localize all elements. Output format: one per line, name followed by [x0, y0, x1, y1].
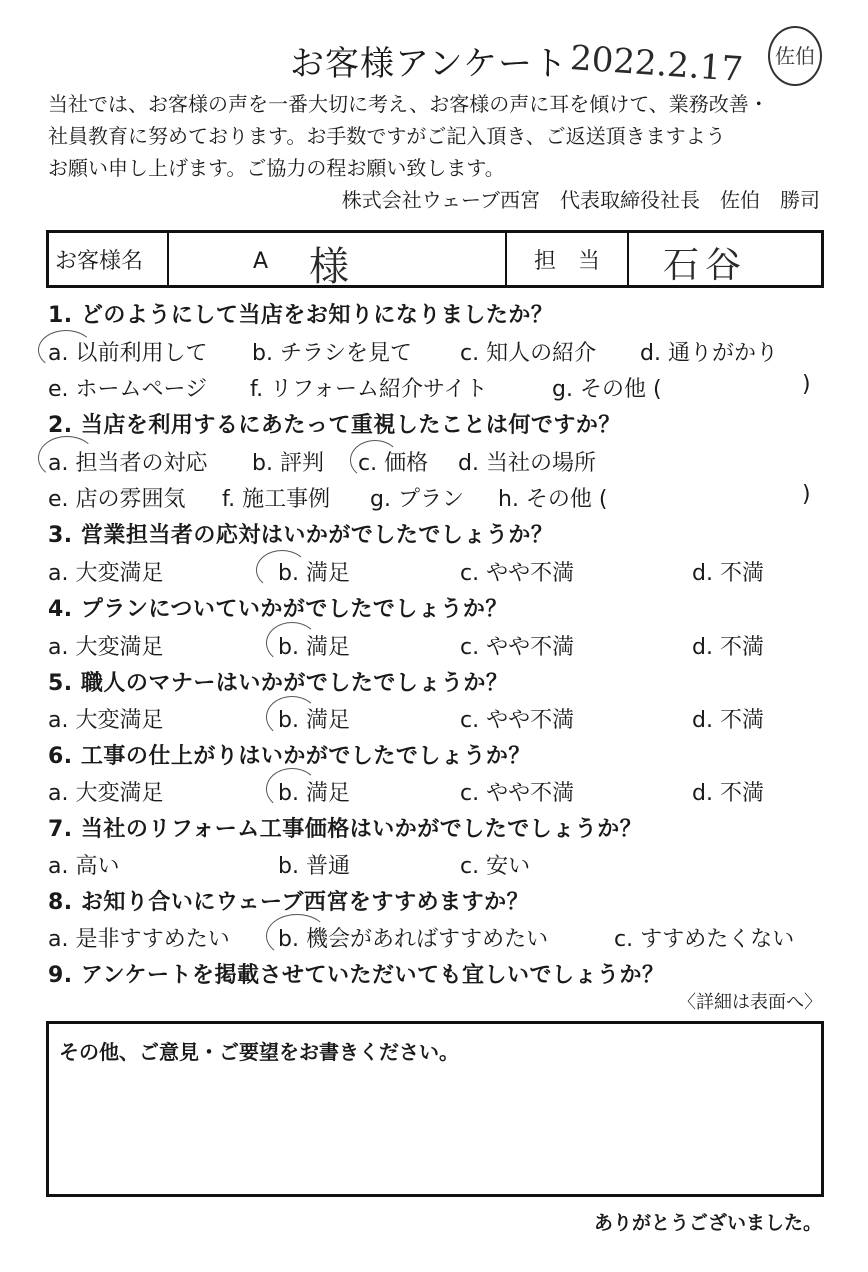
- q7-option-b[interactable]: b. 普通: [278, 854, 350, 879]
- q5-option-a[interactable]: a. 大変満足: [48, 708, 164, 733]
- answer-circle-q5-b: [266, 696, 318, 738]
- q2-option-e[interactable]: e. 店の雰囲気: [48, 487, 186, 512]
- comments-box[interactable]: [46, 1021, 824, 1197]
- q3-option-d[interactable]: d. 不満: [692, 561, 764, 586]
- q3-option-b[interactable]: b. 満足: [278, 561, 350, 586]
- intro-line-2: 社員教育に努めております。お手数ですがご記入頂き、ご返送頂きますよう: [48, 124, 726, 148]
- company-signature: 株式会社ウェーブ西宮 代表取締役社長 佐伯 勝司: [341, 188, 820, 212]
- customer-name-value: A: [253, 249, 269, 274]
- q1-option-f[interactable]: f. リフォーム紹介サイト: [250, 377, 488, 402]
- q5-option-c[interactable]: c. やや不満: [460, 708, 575, 733]
- q6-option-d[interactable]: d. 不満: [692, 781, 764, 806]
- customer-name-field[interactable]: [169, 233, 507, 290]
- question-2: 2. 当店を利用するにあたって重視したことは何ですか？: [48, 413, 621, 438]
- name-stamp: [768, 26, 822, 86]
- q4-option-a[interactable]: a. 大変満足: [48, 635, 164, 660]
- q6-option-a[interactable]: a. 大変満足: [48, 781, 164, 806]
- q3-option-a[interactable]: a. 大変満足: [48, 561, 164, 586]
- answer-circle-q6-b: [266, 768, 318, 810]
- q6-option-c[interactable]: c. やや不満: [460, 781, 575, 806]
- staff-value: 石谷: [663, 245, 748, 286]
- customer-name-suffix: 様: [309, 244, 349, 290]
- q1-option-b[interactable]: b. チラシを見て: [252, 341, 412, 366]
- staff-label: 担 当: [533, 248, 600, 274]
- answer-circle-q3-b: [256, 550, 308, 590]
- stamp-text: 佐伯: [775, 44, 815, 68]
- customer-name-label-cell: [49, 233, 169, 285]
- question-9: 9. アンケートを掲載させていただいても宜しいでしょうか？: [48, 963, 665, 988]
- answer-circle-q1-a: [38, 330, 94, 370]
- question-8: 8. お知り合いにウェーブ西宮をすすめますか？: [48, 890, 530, 915]
- q1-option-a[interactable]: a. 以前利用して: [48, 341, 208, 366]
- q2-option-c[interactable]: c. 価格: [358, 451, 429, 476]
- q8-option-a[interactable]: a. 是非すすめたい: [48, 927, 230, 952]
- q2-option-f[interactable]: f. 施工事例: [222, 487, 331, 512]
- q7-option-a[interactable]: a. 高い: [48, 854, 120, 879]
- answer-circle-q2-c: [350, 440, 400, 480]
- q4-option-c[interactable]: c. やや不満: [460, 635, 575, 660]
- staff-field[interactable]: [629, 233, 821, 285]
- q9-note: 〈詳細は表面へ〉: [678, 992, 822, 1013]
- q5-option-d[interactable]: d. 不満: [692, 708, 764, 733]
- q2-option-h-close: ): [802, 482, 811, 507]
- q2-option-a[interactable]: a. 担当者の対応: [48, 451, 208, 476]
- answer-circle-q8-b: [266, 914, 328, 958]
- q1-option-g[interactable]: g. その他 (: [552, 377, 662, 402]
- question-1: 1. どのようにして当店をお知りになりましたか？: [48, 303, 554, 328]
- q8-option-c[interactable]: c. すすめたくない: [614, 927, 795, 952]
- q2-option-h[interactable]: h. その他 (: [498, 487, 608, 512]
- answer-circle-q4-b: [266, 622, 318, 664]
- q6-option-b[interactable]: b. 満足: [278, 781, 350, 806]
- intro-line-3: お願い申し上げます。ご協力の程お願い致します。: [48, 156, 505, 180]
- thanks-text: ありがとうございました。: [593, 1212, 822, 1234]
- handwritten-date: 2022.2.17: [568, 38, 745, 90]
- q4-option-d[interactable]: d. 不満: [692, 635, 764, 660]
- q4-option-b[interactable]: b. 満足: [278, 635, 350, 660]
- question-3: 3. 営業担当者の応対はいかがでしたでしょうか？: [48, 523, 554, 548]
- question-7: 7. 当社のリフォーム工事価格はいかがでしたでしょうか？: [48, 817, 643, 842]
- q1-option-d[interactable]: d. 通りがかり: [640, 341, 778, 366]
- intro-line-1: 当社では、お客様の声を一番大切に考え、お客様の声に耳を傾けて、業務改善・: [48, 92, 769, 116]
- question-5: 5. 職人のマナーはいかがでしたでしょうか？: [48, 671, 509, 696]
- q2-option-b[interactable]: b. 評判: [252, 451, 324, 476]
- q2-option-g[interactable]: g. プラン: [370, 487, 464, 512]
- q5-option-b[interactable]: b. 満足: [278, 708, 350, 733]
- q8-option-b[interactable]: b. 機会があればすすめたい: [278, 927, 549, 952]
- customer-info-table: [46, 230, 824, 288]
- q2-option-d[interactable]: d. 当社の場所: [458, 451, 596, 476]
- q1-option-c[interactable]: c. 知人の紹介: [460, 341, 597, 366]
- customer-name-label: お客様名: [55, 248, 144, 274]
- q3-option-c[interactable]: c. やや不満: [460, 561, 575, 586]
- page-title: お客様アンケート: [290, 44, 568, 84]
- q7-option-c[interactable]: c. 安い: [460, 854, 531, 879]
- question-6: 6. 工事の仕上がりはいかがでしたでしょうか？: [48, 744, 531, 769]
- comments-label: その他、ご意見・ご要望をお書きください。: [59, 1040, 459, 1064]
- q1-option-e[interactable]: e. ホームページ: [48, 377, 208, 402]
- staff-label-cell: [507, 233, 629, 285]
- answer-circle-q2-a: [38, 436, 96, 480]
- q1-option-g-close: ): [802, 372, 811, 397]
- question-4: 4. プランについていかがでしたでしょうか？: [48, 597, 508, 622]
